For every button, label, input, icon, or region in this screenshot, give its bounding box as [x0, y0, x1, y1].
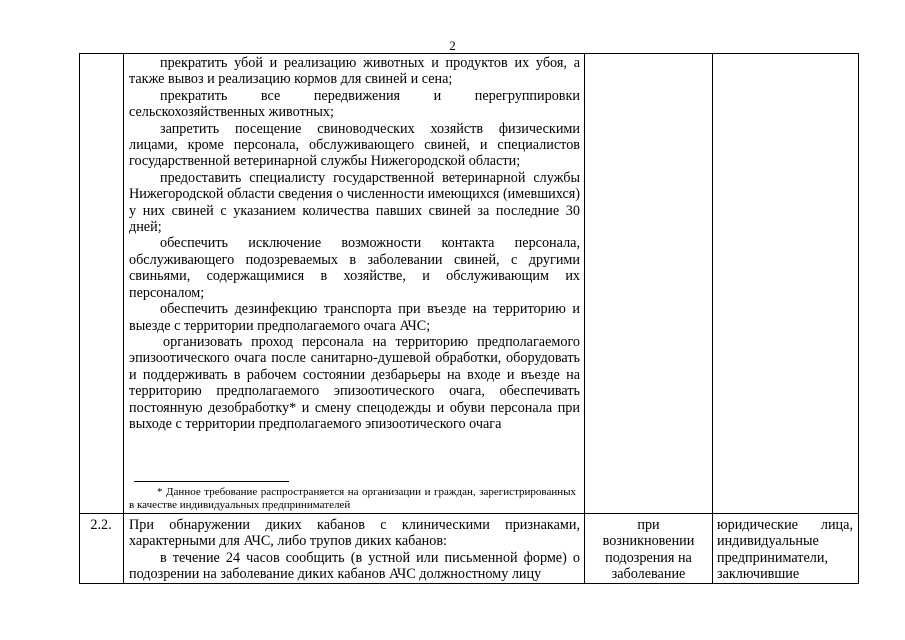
measure-paragraph: обеспечить исключение возможности контакта персонала, обслуживающего подозреваемых в заболевании свиней, с другими свиньями, содержащимися в хозяйстве, и обслуживающим их персоналом; [129, 235, 580, 301]
footnote-separator [134, 481, 289, 482]
measure-paragraph: организовать проход персонала на территорию предполагаемого эпизоотического очага после санитарно-душевой обработки, оборудовать и поддерживать в рабочем состоянии дезбарьеры на входе и въезде на территорию предполагаемого эпизоотического очага, обеспечивать постоянную дезобработку* и смену спецодежды и обуви персонала при выходе с территории предполагаемого эпизоотического очага [129, 333, 580, 432]
measure-action: в течение 24 часов сообщить (в устной или письменной форме) о подозрении на заболевание диких кабанов АЧС должностному лицу [129, 549, 580, 583]
measures-cell-continued [129, 55, 580, 432]
responsible-cell-2-2: юридические лица, индивидуальные предприниматели, заключившие [717, 517, 853, 583]
row-number: 2.2. [90, 517, 112, 533]
column-border-measures [584, 53, 585, 584]
measure-paragraph: предоставить специалисту государственной ветеринарной службы Нижегородской области сведения о численности имеющихся (имевшихся) у них свиней с указанием количества павших свиней за последние 30 дней; [129, 169, 580, 236]
timing-cell-2-2: при возникновении подозрения на заболевание [602, 517, 695, 583]
column-border-right [858, 53, 859, 584]
measure-paragraph: прекратить все передвижения и перегруппировки сельскохозяйственных животных; [129, 87, 580, 121]
measure-paragraph: прекратить убой и реализацию животных и продуктов их убоя, а также вывоз и реализацию кормов для свиней и сена; [129, 55, 580, 88]
footnote: * Данное требование распространяется на организации и граждан, зарегистрированных в качестве индивидуальных предпринимателей [129, 486, 576, 512]
table-bottom-border [79, 583, 859, 584]
column-border-timing [712, 53, 713, 584]
measure-paragraph: запретить посещение свиноводческих хозяйств физическими лицами, кроме персонала, обслуживающего свиней, и специалистов государственной ветеринарной службы Нижегородской области; [129, 120, 580, 170]
table-top-border [79, 53, 859, 54]
measures-cell-2-2 [129, 517, 580, 583]
measure-intro: При обнаружении диких кабанов с клиническими признаками, характерными для АЧС, либо трупов диких кабанов: [129, 517, 580, 550]
measure-paragraph: обеспечить дезинфекцию транспорта при въезде на территорию и выезде с территории предполагаемого очага АЧС; [129, 301, 580, 334]
page-number: 2 [449, 38, 456, 53]
column-border-left [79, 53, 80, 584]
column-border-number [123, 53, 124, 584]
row-divider [79, 513, 859, 514]
